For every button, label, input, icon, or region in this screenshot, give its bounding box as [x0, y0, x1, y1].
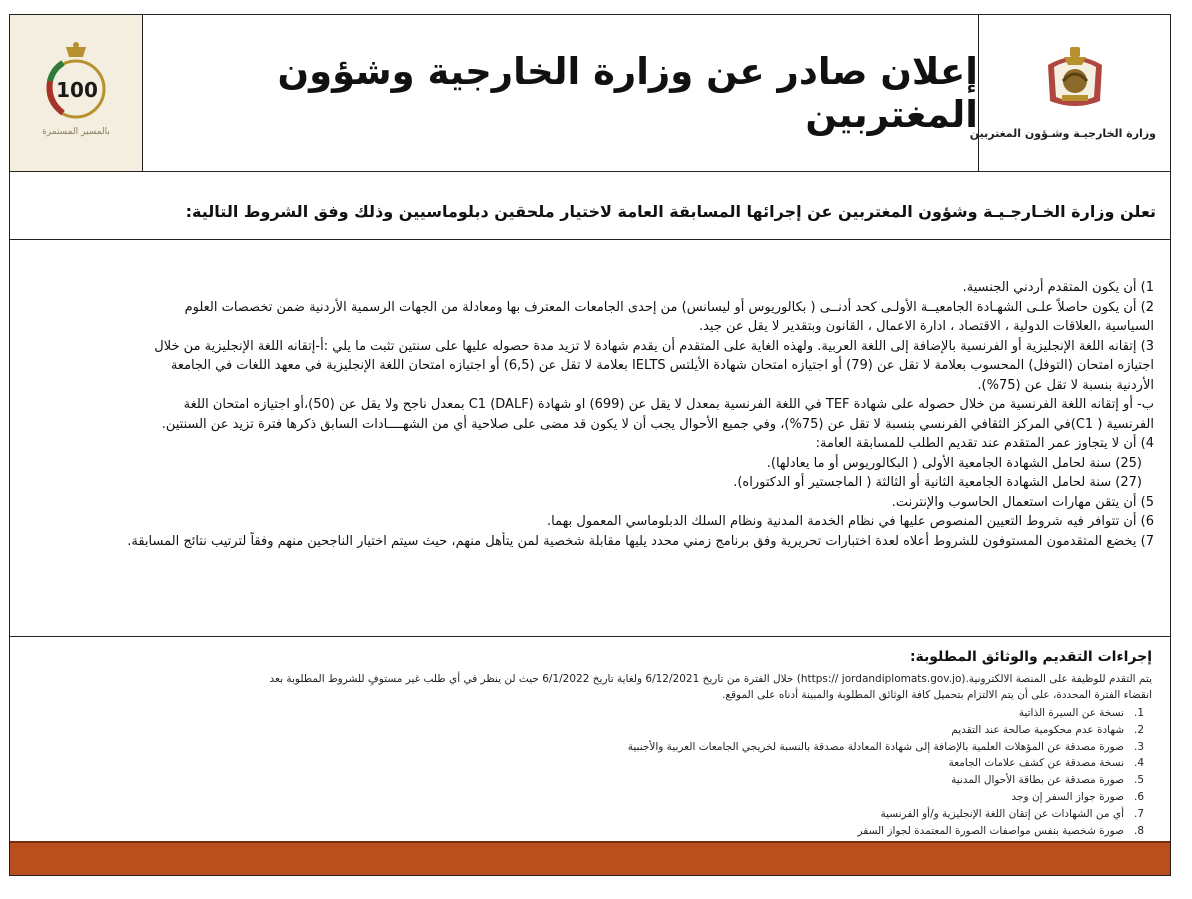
list-item-number: 8. [1134, 824, 1145, 837]
list-item-text: صورة مصدقة عن بطاقة الأحوال المدنية [951, 774, 1124, 787]
jordan-coat-of-arms-icon [1040, 45, 1110, 113]
list-item [28, 823, 1148, 840]
intro-text: تعلن وزارة الخـارجـيـة وشؤون المغتربين عن إجرائها المسابقة العامة لاختيار ملحقين دبلوماسيين وذلك وفق الشروط التالية: [185, 202, 1156, 221]
procedures-section [10, 637, 1170, 841]
list-item-number: 4. [1134, 757, 1145, 770]
list-item-text: أي من الشهادات عن إتقان اللغة الإنجليزية و/أو الفرنسية [880, 807, 1124, 820]
condition-subline: (25) سنة لحامل الشهادة الجامعية الأولى ( البكالوريوس أو ما يعادلها). [766, 455, 1142, 471]
condition-line: الفرنسية ( C1)في المركز الثقافي الفرنسي بنسبة لا تقل عن (75%)، وفي جميع الأحوال يجب أن لا يكون قد مضى على صلاحية أي من الشهــــادات السابق ذكرها فترة تزيد عن السنتين. [161, 416, 1154, 432]
centenary-number: 100 [56, 78, 98, 102]
footer-bar [10, 841, 1170, 875]
list-item-number: 1. [1134, 707, 1145, 719]
list-item-number: 7. [1134, 807, 1145, 820]
list-item [28, 722, 1148, 739]
list-item [28, 772, 1148, 789]
list-item-text: صورة شخصية بنفس مواصفات الصورة المعتمدة لجواز السفر [857, 824, 1124, 837]
condition-line: 5) أن يتقن مهارات استعمال الحاسوب والإنترنت. [891, 494, 1154, 510]
intro-section [10, 172, 1170, 240]
condition-line: اجتيازه امتحان (التوفل) المحسوب بعلامة لا تقل عن (79) أو اجتيازه امتحان شهادة الأيلتس IELTS بعلامة لا تقل عن (6,5) أو اجتيازه امتحان اللغة الإنجليزية في معهد اللغات في الجامعة [170, 358, 1154, 373]
page-title: إعلان صادر عن وزارة الخارجية وشؤون المغتربين [277, 50, 978, 136]
condition-line: 6) أن تتوافر فيه شروط التعيين المنصوص عليها في نظام الخدمة المدنية ونظام السلك الدبلوماسي المعمول بهما. [547, 514, 1154, 529]
list-item-text: صورة جواز السفر إن وجد [1011, 790, 1124, 803]
procedures-title: إجراءات التقديم والوثائق المطلوبة: [909, 649, 1152, 665]
conditions-section [10, 240, 1170, 637]
title-cell [143, 15, 978, 171]
condition-line: السياسية ،العلاقات الدولية ، الاقتصاد ، ادارة الاعمال ، القانون وبتقدير لا يقل عن جيد. [698, 319, 1154, 334]
centenary-logo-icon [41, 41, 111, 121]
list-item-number: 3. [1134, 740, 1145, 753]
procedures-text: يتم التقدم للوظيفة على المنصة الالكترونية.(https:// jordandiplomats.gov.jo) خلال الفترة من تاريخ 6/12/2021 ولغاية تاريخ 6/1/2022 حيث لن ينظر في أي طلب غير مستوفٍ للشروط المطلوبة بعد [269, 673, 1152, 685]
centenary-caption: بالمسير المستمرة [42, 127, 110, 137]
list-item [28, 755, 1148, 772]
procedures-text: انقضاء الفترة المحددة، على أن يتم الالتزام بتحميل كافة الوثائق المطلوبة والمبينة أدناه على الموقع. [722, 689, 1152, 701]
condition-line: 1) أن يكون المتقدم أردني الجنسية. [962, 280, 1154, 295]
condition-line: 3) إتقانه اللغة الإنجليزية أو الفرنسية بالإضافة إلى اللغة العربية. ولهذه الغاية على المتقدم أن يقدم شهادة لا تزيد مدة حصوله عليها على سنتين تثبت ما يلي :أ-إتقانه اللغة الإنجليزية من خلال [154, 338, 1154, 354]
condition-line: 2) أن يكون حاصلاً علـى الشهـادة الجامعيــة الأولـى كحد أدنــى ( بكالوريوس أو ليسانس) من إحدى الجامعات المعترف بها ومعادلة من الجهات الرسمية الأردنية ضمن تخصصات العلوم [184, 299, 1154, 315]
condition-line: الأردنية بنسبة لا تقل عن (75%). [977, 377, 1154, 393]
list-item-text: نسخة مصدقة عن كشف علامات الجامعة [948, 757, 1124, 770]
list-item [28, 806, 1148, 823]
ministry-label: وزارة الخارجيـة وشـؤون المغتربين [969, 127, 1156, 140]
condition-line: 7) يخضع المتقدمون المستوفون للشروط أعلاه لعدة اختبارات تحريرية وفق برنامج زمني محدد يليها مقابلة شخصية لمن يتأهل منهم، حيث سيتم اختيار الناجحين منهم وفقاً لترتيب نتائج المسابقة. [127, 533, 1154, 549]
list-item-number: 6. [1134, 790, 1145, 803]
list-item-text: نسخة عن السيرة الذاتية [1018, 707, 1124, 719]
documents-list [28, 705, 1152, 839]
list-item-text: شهادة عدم محكومية صالحة عند التقديم [951, 723, 1124, 736]
header [10, 15, 1170, 172]
ministry-emblem-cell [969, 15, 1170, 171]
list-item [28, 789, 1148, 806]
condition-line: ب- أو إتقانه اللغة الفرنسية من خلال حصوله على شهادة TEF في اللغة الفرنسية بمعدل لا يقل عن (699) او شهادة (C1 (DALF بمعدل ناجح ولا يقل عن (50)،أو اجتيازه امتحان اللغة [183, 397, 1154, 412]
centenary-logo-cell [10, 15, 143, 171]
list-item-number: 5. [1134, 774, 1145, 787]
condition-subline: (27) سنة لحامل الشهادة الجامعية الثانية أو الثالثة ( الماجستير أو الدكتوراه). [733, 475, 1142, 490]
list-item [28, 705, 1148, 722]
condition-line: 4) أن لا يتجاوز عمر المتقدم عند تقديم الطلب للمسابقة العامة: [815, 436, 1154, 451]
list-item-number: 2. [1134, 723, 1145, 736]
announcement-page [9, 14, 1171, 876]
list-item-text: صورة مصدقة عن المؤهلات العلمية بالإضافة إلى شهادة المعادلة مصدقة بالنسبة لخريجي الجامعات العربية والأجنبية [627, 740, 1124, 753]
list-item [28, 739, 1148, 756]
